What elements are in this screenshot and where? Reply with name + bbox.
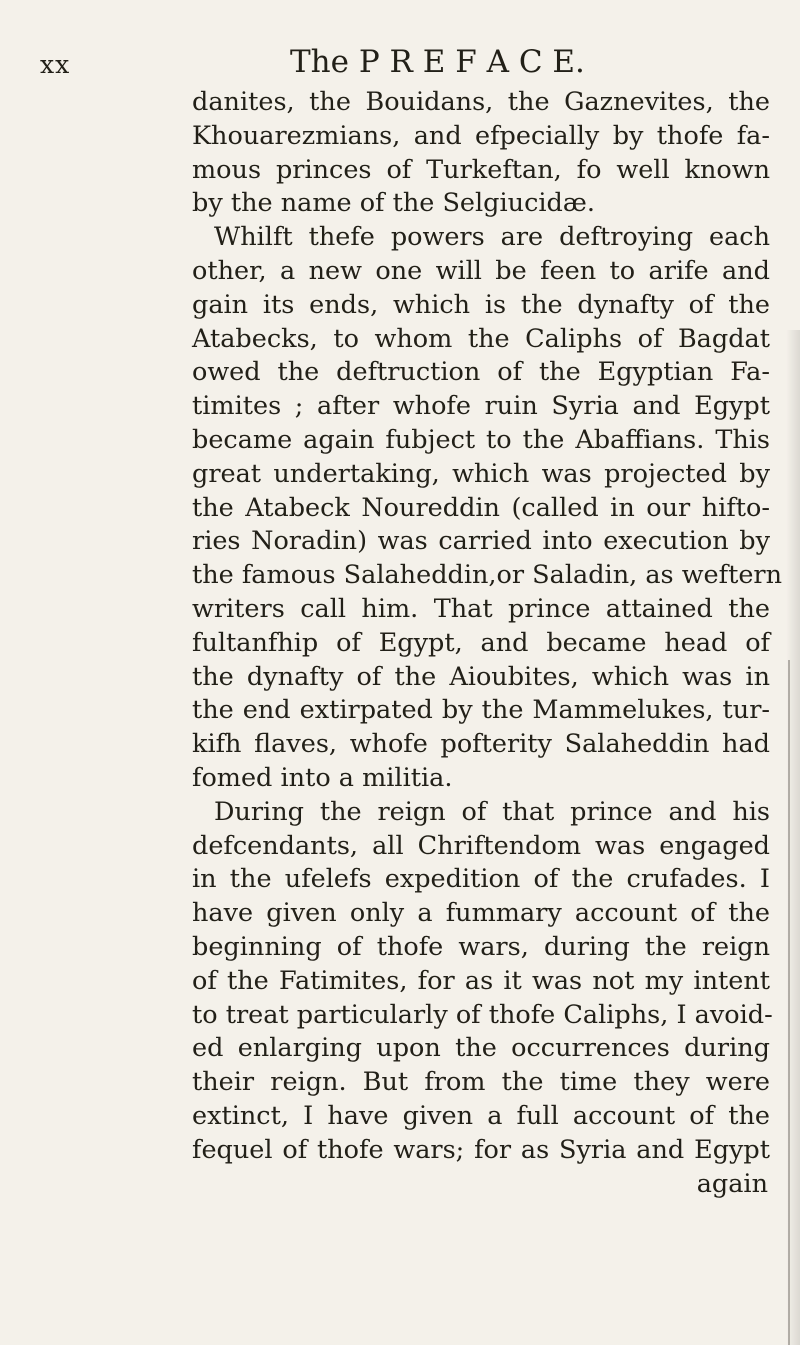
text-line: to treat particularly of thofe Caliphs, I avoid- bbox=[192, 999, 773, 1030]
text-line: by the name of the Selgiucidæ. bbox=[192, 188, 595, 219]
text-line: writers call him. That prince attained the bbox=[192, 593, 770, 624]
text-line: extinct, I have given a full account of the bbox=[192, 1100, 770, 1131]
text-line: the famous Salaheddin,or Saladin, as weftern bbox=[192, 560, 783, 591]
text-line: the dynafty of the Aioubites, which was in bbox=[192, 661, 770, 692]
text-line: of the Fatimites, for as it was not my intent bbox=[192, 965, 770, 996]
text-line: timites ; after whofe ruin Syria and Egypt bbox=[192, 391, 770, 422]
paragraph-start-line: Whilft thefe powers are deftroying each bbox=[214, 222, 770, 253]
text-line: the end extirpated by the Mammelukes, tur- bbox=[192, 695, 770, 726]
text-line: became again fubject to the Abaffians. This bbox=[192, 424, 770, 455]
running-head bbox=[0, 44, 800, 84]
text-line: danites, the Bouidans, the Gaznevites, the bbox=[192, 87, 770, 117]
catchword: again bbox=[696, 1168, 768, 1199]
text-line: fomed into a militia. bbox=[192, 762, 453, 793]
text-line: other, a new one will be feen to arife and bbox=[192, 255, 770, 286]
text-line: have given only a fummary account of the bbox=[192, 898, 770, 929]
running-title: The P R E F A C E. bbox=[290, 44, 585, 80]
text-line: Khouarezmians, and efpecially by thofe fa- bbox=[192, 120, 770, 151]
text-line: Atabecks, to whom the Caliphs of Bagdat bbox=[192, 323, 770, 354]
paragraph-start-line: During the reign of that prince and his bbox=[214, 796, 770, 827]
text-line: the Atabeck Noureddin (called in our hifto- bbox=[192, 492, 770, 523]
body-text bbox=[192, 86, 783, 1201]
text-line: owed the deftruction of the Egyptian Fa- bbox=[192, 357, 770, 388]
text-line: beginning of thofe wars, during the reign bbox=[192, 931, 770, 962]
text-line: defcendants, all Chriftendom was engaged bbox=[192, 830, 770, 861]
text-line: ries Noradin) was carried into execution by bbox=[192, 526, 770, 557]
text-line: gain its ends, which is the dynafty of the bbox=[192, 289, 770, 320]
text-line: fultanfhip of Egypt, and became head of bbox=[192, 627, 770, 658]
text-line: fequel of thofe wars; for as Syria and Egypt bbox=[192, 1134, 770, 1165]
text-line: kifh flaves, whofe pofterity Salaheddin had bbox=[192, 729, 770, 760]
text-line: ed enlarging upon the occurrences during bbox=[192, 1033, 770, 1064]
page-edge-line bbox=[788, 660, 790, 1345]
page-number: xx bbox=[40, 50, 71, 79]
text-line: great undertaking, which was projected by bbox=[192, 458, 770, 489]
text-line: their reign. But from the time they were bbox=[192, 1067, 770, 1098]
text-line: in the ufelefs expedition of the crufades. I bbox=[192, 864, 770, 895]
text-line: mous princes of Turkeftan, fo well known bbox=[192, 154, 770, 185]
